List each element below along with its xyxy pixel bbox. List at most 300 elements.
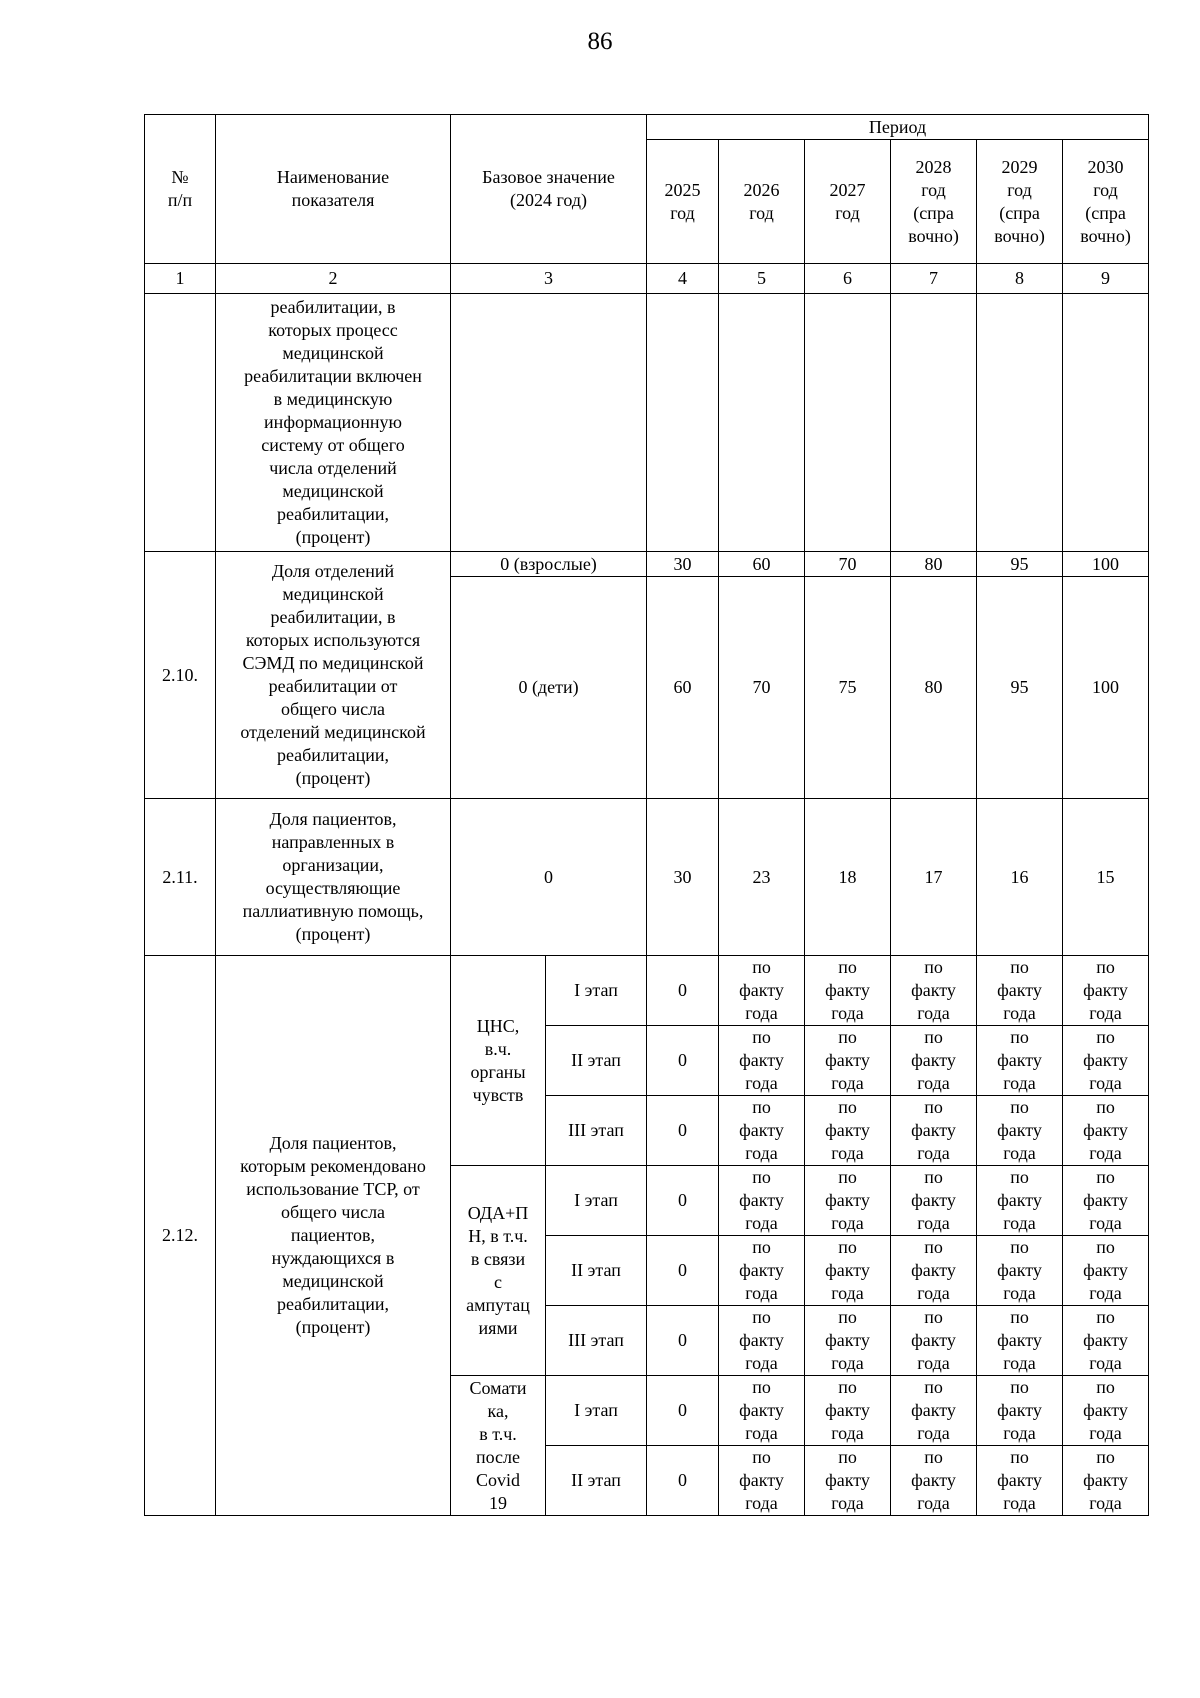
text-line: по xyxy=(752,957,771,977)
fact-value-cell xyxy=(719,1446,805,1516)
fact-value-cell xyxy=(719,1096,805,1166)
fact-value-cell xyxy=(805,1096,891,1166)
text-line: факту xyxy=(911,1120,956,1140)
text-line: вочно) xyxy=(908,225,959,246)
text-line: по xyxy=(924,1447,943,1467)
text-line: года xyxy=(831,1213,864,1233)
fact-value-cell xyxy=(805,1446,891,1516)
text-line: года xyxy=(1003,1283,1036,1303)
header-year-2029 xyxy=(977,140,1063,264)
text-line: по xyxy=(924,1097,943,1117)
text-line: 2029 xyxy=(1001,156,1038,177)
text-line: Covid xyxy=(475,1469,520,1490)
header-year-2030 xyxy=(1063,140,1149,264)
text-line: (спра xyxy=(999,202,1040,223)
text-line: по xyxy=(1096,957,1115,977)
text-line: реабилитации, в xyxy=(270,297,396,317)
text-line: факту xyxy=(1083,980,1128,1000)
text-line: по xyxy=(924,957,943,977)
text-line: информационную xyxy=(264,412,402,432)
text-line: факту xyxy=(1083,1190,1128,1210)
col-number: 7 xyxy=(891,264,977,294)
text-line: использование ТСР, от xyxy=(246,1179,420,1199)
base-value: 0 (взрослые) xyxy=(451,552,647,577)
value-cell: 23 xyxy=(719,799,805,956)
text-line: по xyxy=(1010,1307,1029,1327)
text-line: которым рекомендовано xyxy=(240,1156,426,1176)
value-cell: 95 xyxy=(977,552,1063,577)
header-num xyxy=(145,115,216,264)
text-line: факту xyxy=(997,1120,1042,1140)
text-line: по xyxy=(1096,1447,1115,1467)
text-line: года xyxy=(1089,1353,1122,1373)
text-line: года xyxy=(1089,1423,1122,1443)
header-period: Период xyxy=(647,115,1149,140)
col-number: 9 xyxy=(1063,264,1149,294)
text-line: Базовое значение xyxy=(482,167,615,187)
text-line: реабилитации, xyxy=(276,504,390,524)
text-line: года xyxy=(1089,1143,1122,1163)
text-line: направленных в xyxy=(271,832,395,852)
fact-value-cell xyxy=(1063,1376,1149,1446)
text-line: по xyxy=(752,1237,771,1257)
text-line: по xyxy=(752,1027,771,1047)
text-line: по xyxy=(1010,1377,1029,1397)
text-line: года xyxy=(745,1073,778,1093)
text-line: паллиативную помощь, xyxy=(242,901,424,921)
text-line: медицинской xyxy=(282,481,384,501)
text-line: по xyxy=(1096,1167,1115,1187)
pathology-group xyxy=(451,1376,546,1516)
value-cell: 0 xyxy=(647,956,719,1026)
text-line: Н, в т.ч. xyxy=(468,1225,528,1246)
pathology-group xyxy=(451,1166,546,1376)
indicator-name xyxy=(216,799,451,956)
text-line: по xyxy=(838,1097,857,1117)
text-line: по xyxy=(1010,1167,1029,1187)
text-line: п/п xyxy=(167,190,193,210)
text-line: общего числа xyxy=(280,699,386,719)
fact-value-cell xyxy=(891,1236,977,1306)
fact-value-cell xyxy=(805,1306,891,1376)
text-line: по xyxy=(1096,1237,1115,1257)
text-line: факту xyxy=(997,1400,1042,1420)
value-cell: 100 xyxy=(1063,577,1149,799)
fact-value-cell xyxy=(977,1236,1063,1306)
fact-value-cell xyxy=(1063,956,1149,1026)
indicator-table xyxy=(144,114,1149,1516)
fact-value-cell xyxy=(891,1306,977,1376)
value-cell: 60 xyxy=(647,577,719,799)
base-value: 0 (дети) xyxy=(451,577,647,799)
text-line: по xyxy=(1096,1097,1115,1117)
text-line: 2026 xyxy=(743,179,780,200)
text-line: факту xyxy=(1083,1120,1128,1140)
text-line: которых используются xyxy=(245,630,421,650)
text-line: факту xyxy=(825,980,870,1000)
text-line: которых процесс xyxy=(268,320,398,340)
text-line: чувств xyxy=(472,1084,524,1105)
col-number: 5 xyxy=(719,264,805,294)
text-line: года xyxy=(831,1283,864,1303)
text-line: по xyxy=(1010,1237,1029,1257)
col-number: 3 xyxy=(451,264,647,294)
text-line: по xyxy=(1010,957,1029,977)
text-line: вочно) xyxy=(1080,225,1131,246)
text-line: факту xyxy=(825,1190,870,1210)
fact-value-cell xyxy=(1063,1306,1149,1376)
row-number: 2.12. xyxy=(145,956,216,1516)
text-line: года xyxy=(1003,1493,1036,1513)
col-number: 4 xyxy=(647,264,719,294)
text-line: по xyxy=(752,1167,771,1187)
text-line: факту xyxy=(825,1400,870,1420)
text-line: (процент) xyxy=(295,1317,371,1337)
stage-label: II этап xyxy=(546,1446,647,1516)
text-line: года xyxy=(917,1073,950,1093)
text-line: (2024 год) xyxy=(509,190,588,210)
stage-label: III этап xyxy=(546,1096,647,1166)
text-line: года xyxy=(1003,1213,1036,1233)
text-line: ампутац xyxy=(466,1294,530,1315)
text-line: по xyxy=(838,1027,857,1047)
header-year-2027 xyxy=(805,140,891,264)
value-cell: 0 xyxy=(647,1376,719,1446)
text-line: (процент) xyxy=(295,924,371,944)
text-line: Доля отделений xyxy=(271,561,395,581)
text-line: медицинской xyxy=(282,1271,384,1291)
text-line: года xyxy=(831,1143,864,1163)
text-line: года xyxy=(1003,1073,1036,1093)
text-line: факту xyxy=(911,980,956,1000)
text-line: года xyxy=(831,1003,864,1023)
text-line: 2028 xyxy=(915,156,952,177)
text-line: факту xyxy=(739,1120,784,1140)
text-line: факту xyxy=(1083,1400,1128,1420)
col-number: 8 xyxy=(977,264,1063,294)
header-name xyxy=(216,115,451,264)
fact-value-cell xyxy=(719,1166,805,1236)
text-line: по xyxy=(838,1237,857,1257)
text-line: факту xyxy=(997,1330,1042,1350)
value-cell: 70 xyxy=(719,577,805,799)
text-line: реабилитации, xyxy=(276,1294,390,1314)
text-line: года xyxy=(745,1353,778,1373)
fact-value-cell xyxy=(891,1096,977,1166)
text-line: по xyxy=(752,1447,771,1467)
text-line: факту xyxy=(825,1050,870,1070)
text-line: года xyxy=(745,1003,778,1023)
text-line: года xyxy=(917,1213,950,1233)
text-line: года xyxy=(917,1003,950,1023)
text-line: факту xyxy=(997,1050,1042,1070)
text-line: в связи xyxy=(470,1248,526,1269)
text-line: по xyxy=(924,1307,943,1327)
text-line: СЭМД по медицинской xyxy=(242,653,424,673)
text-line: по xyxy=(1010,1097,1029,1117)
text-line: года xyxy=(831,1073,864,1093)
text-line: года xyxy=(1089,1073,1122,1093)
value-cell: 15 xyxy=(1063,799,1149,956)
text-line: вочно) xyxy=(994,225,1045,246)
text-line: по xyxy=(924,1027,943,1047)
text-line: года xyxy=(1003,1353,1036,1373)
text-line: 19 xyxy=(489,1492,507,1513)
value-cell: 75 xyxy=(805,577,891,799)
fact-value-cell xyxy=(977,1446,1063,1516)
table-row-continuation xyxy=(145,294,1149,552)
text-line: факту xyxy=(739,980,784,1000)
table-section-2-12 xyxy=(145,956,1149,1516)
value-cell: 16 xyxy=(977,799,1063,956)
row-number: 2.11. xyxy=(145,799,216,956)
text-line: (процент) xyxy=(295,527,371,547)
text-line: по xyxy=(1096,1307,1115,1327)
page-number: 86 xyxy=(587,28,613,55)
text-line: факту xyxy=(1083,1050,1128,1070)
row-number: 2.10. xyxy=(145,552,216,799)
col-number: 2 xyxy=(216,264,451,294)
text-line: после xyxy=(475,1446,521,1467)
value-cell: 70 xyxy=(805,552,891,577)
value-cell: 0 xyxy=(647,1096,719,1166)
text-line: год xyxy=(835,202,860,223)
text-line: с xyxy=(494,1271,502,1292)
text-line: года xyxy=(1089,1283,1122,1303)
text-line: реабилитации, в xyxy=(270,607,396,627)
text-line: (спра xyxy=(913,202,954,223)
fact-value-cell xyxy=(719,1026,805,1096)
text-line: год xyxy=(1007,179,1032,200)
text-line: года xyxy=(745,1213,778,1233)
table-row-2-11 xyxy=(145,799,1149,956)
text-line: факту xyxy=(1083,1260,1128,1280)
text-line: факту xyxy=(739,1330,784,1350)
indicator-name xyxy=(216,956,451,1516)
text-line: 2025 xyxy=(664,179,701,200)
column-numbers-row xyxy=(145,264,1149,294)
text-line: факту xyxy=(1083,1330,1128,1350)
fact-value-cell xyxy=(891,1026,977,1096)
text-line: общего числа xyxy=(280,1202,386,1222)
text-line: факту xyxy=(997,1470,1042,1490)
fact-value-cell xyxy=(1063,1026,1149,1096)
text-line: органы xyxy=(470,1061,526,1082)
fact-value-cell xyxy=(891,1166,977,1236)
text-line: факту xyxy=(911,1260,956,1280)
text-line: по xyxy=(838,1377,857,1397)
text-line: года xyxy=(831,1423,864,1443)
text-line: реабилитации, xyxy=(276,745,390,765)
text-line: Доля пациентов, xyxy=(269,809,397,829)
text-line: года xyxy=(1003,1423,1036,1443)
fact-value-cell xyxy=(805,956,891,1026)
text-line: года xyxy=(1089,1493,1122,1513)
text-line: осуществляющие xyxy=(265,878,401,898)
fact-value-cell xyxy=(805,1376,891,1446)
text-line: систему от общего xyxy=(261,435,405,455)
text-line: (спра xyxy=(1085,202,1126,223)
text-line: года xyxy=(1003,1143,1036,1163)
text-line: по xyxy=(838,1167,857,1187)
text-line: по xyxy=(924,1237,943,1257)
text-line: по xyxy=(1010,1447,1029,1467)
text-line: года xyxy=(745,1283,778,1303)
text-line: факту xyxy=(825,1330,870,1350)
fact-value-cell xyxy=(1063,1446,1149,1516)
text-line: по xyxy=(838,1447,857,1467)
fact-value-cell xyxy=(805,1026,891,1096)
fact-value-cell xyxy=(719,1376,805,1446)
text-line: факту xyxy=(825,1470,870,1490)
text-line: иями xyxy=(478,1317,518,1338)
value-cell: 0 xyxy=(647,1166,719,1236)
pathology-group xyxy=(451,956,546,1166)
fact-value-cell xyxy=(977,1026,1063,1096)
text-line: года xyxy=(917,1283,950,1303)
text-line: пациентов, xyxy=(290,1225,376,1245)
text-line: по xyxy=(838,957,857,977)
indicator-name xyxy=(216,552,451,799)
text-line: года xyxy=(917,1423,950,1443)
value-cell: 80 xyxy=(891,552,977,577)
text-line: факту xyxy=(997,1260,1042,1280)
text-line: факту xyxy=(739,1050,784,1070)
text-line: факту xyxy=(997,1190,1042,1210)
table-row-2-10-adults xyxy=(145,552,1149,577)
value-cell: 0 xyxy=(647,1446,719,1516)
col-number: 6 xyxy=(805,264,891,294)
text-line: факту xyxy=(911,1470,956,1490)
value-cell: 95 xyxy=(977,577,1063,799)
text-line: года xyxy=(1089,1003,1122,1023)
fact-value-cell xyxy=(719,956,805,1026)
text-line: года xyxy=(917,1353,950,1373)
text-line: факту xyxy=(739,1260,784,1280)
text-line: факту xyxy=(739,1400,784,1420)
header-year-2026 xyxy=(719,140,805,264)
fact-value-cell xyxy=(891,956,977,1026)
value-cell: 100 xyxy=(1063,552,1149,577)
stage-label: II этап xyxy=(546,1236,647,1306)
fact-value-cell xyxy=(1063,1096,1149,1166)
text-line: в т.ч. xyxy=(479,1423,517,1444)
value-cell: 60 xyxy=(719,552,805,577)
text-line: года xyxy=(831,1493,864,1513)
text-line: Сомати xyxy=(469,1377,527,1398)
text-line: год xyxy=(1093,179,1118,200)
value-cell: 0 xyxy=(647,1306,719,1376)
value-cell: 30 xyxy=(647,799,719,956)
table-row-2-12 xyxy=(145,956,1149,1026)
text-line: по xyxy=(1096,1027,1115,1047)
col-number: 1 xyxy=(145,264,216,294)
value-cell: 17 xyxy=(891,799,977,956)
stage-label: I этап xyxy=(546,956,647,1026)
text-line: по xyxy=(752,1377,771,1397)
text-line: Доля пациентов, xyxy=(269,1133,397,1153)
value-cell: 0 xyxy=(647,1026,719,1096)
stage-label: II этап xyxy=(546,1026,647,1096)
text-line: факту xyxy=(1083,1470,1128,1490)
text-line: нуждающихся в xyxy=(271,1248,395,1268)
text-line: факту xyxy=(911,1190,956,1210)
text-line: года xyxy=(917,1143,950,1163)
text-line: показателя xyxy=(291,190,375,210)
text-line: реабилитации включен xyxy=(244,366,422,386)
text-line: факту xyxy=(825,1120,870,1140)
fact-value-cell xyxy=(977,1166,1063,1236)
text-line: (процент) xyxy=(295,768,371,788)
header-base xyxy=(451,115,647,264)
text-line: года xyxy=(745,1423,778,1443)
fact-value-cell xyxy=(719,1236,805,1306)
text-line: года xyxy=(917,1493,950,1513)
text-line: 2030 xyxy=(1087,156,1124,177)
text-line: № xyxy=(171,167,189,187)
text-line: год xyxy=(921,179,946,200)
text-line: ОДА+П xyxy=(467,1202,529,1223)
value-cell: 18 xyxy=(805,799,891,956)
text-line: медицинской xyxy=(282,584,384,604)
value-cell: 30 xyxy=(647,552,719,577)
text-line: реабилитации от xyxy=(268,676,398,696)
text-line: в медицинскую xyxy=(273,389,393,409)
text-line: года xyxy=(831,1353,864,1373)
text-line: факту xyxy=(911,1330,956,1350)
indicator-name xyxy=(216,294,451,552)
text-line: года xyxy=(745,1493,778,1513)
base-value: 0 xyxy=(451,799,647,956)
text-line: факту xyxy=(739,1190,784,1210)
stage-label: III этап xyxy=(546,1306,647,1376)
text-line: по xyxy=(752,1307,771,1327)
header-year-2025 xyxy=(647,140,719,264)
text-line: числа отделений xyxy=(269,458,397,478)
stage-label: I этап xyxy=(546,1166,647,1236)
header-year-2028 xyxy=(891,140,977,264)
stage-label: I этап xyxy=(546,1376,647,1446)
text-line: факту xyxy=(911,1050,956,1070)
text-line: отделений медицинской xyxy=(240,722,426,742)
text-line: года xyxy=(745,1143,778,1163)
value-cell: 80 xyxy=(891,577,977,799)
fact-value-cell xyxy=(805,1166,891,1236)
text-line: факту xyxy=(997,980,1042,1000)
fact-value-cell xyxy=(977,1096,1063,1166)
text-line: в.ч. xyxy=(484,1038,512,1059)
text-line: факту xyxy=(739,1470,784,1490)
fact-value-cell xyxy=(891,1376,977,1446)
fact-value-cell xyxy=(977,1306,1063,1376)
value-cell: 0 xyxy=(647,1236,719,1306)
fact-value-cell xyxy=(1063,1236,1149,1306)
text-line: год xyxy=(749,202,774,223)
text-line: по xyxy=(1010,1027,1029,1047)
text-line: по xyxy=(838,1307,857,1327)
text-line: организации, xyxy=(282,855,384,875)
fact-value-cell xyxy=(891,1446,977,1516)
text-line: года xyxy=(1003,1003,1036,1023)
fact-value-cell xyxy=(805,1236,891,1306)
text-line: Наименование xyxy=(276,167,390,187)
fact-value-cell xyxy=(977,1376,1063,1446)
header-row xyxy=(145,115,1149,140)
fact-value-cell xyxy=(1063,1166,1149,1236)
text-line: факту xyxy=(825,1260,870,1280)
fact-value-cell xyxy=(719,1306,805,1376)
text-line: ка, xyxy=(487,1400,509,1421)
